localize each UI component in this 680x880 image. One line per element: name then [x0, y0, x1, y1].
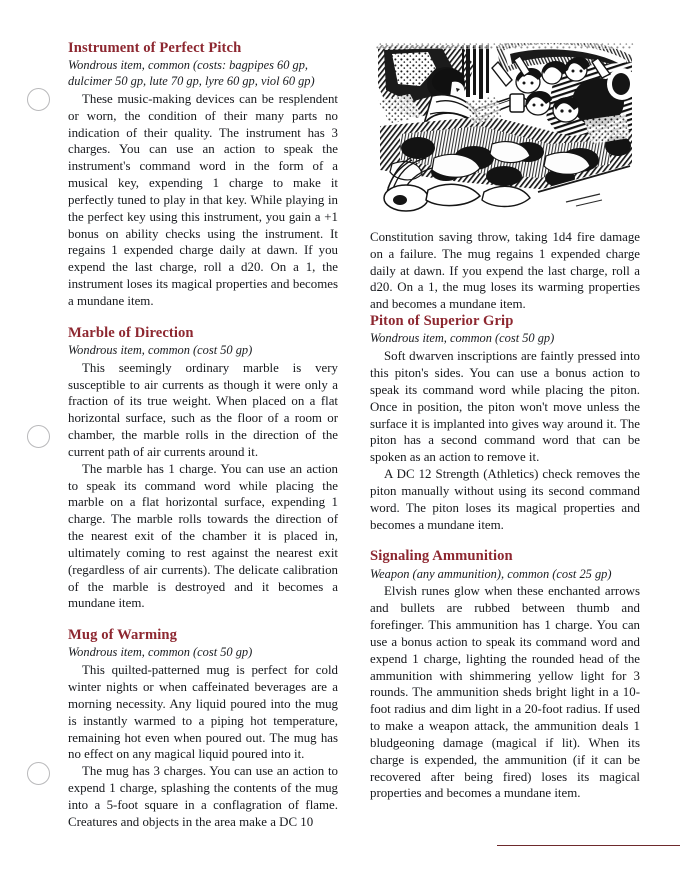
hole-punch-mark — [27, 88, 50, 111]
item-subtitle: Weapon (any ammunition), common (cost 25 gp) — [370, 566, 612, 581]
item-entry-mug-of-warming — [68, 627, 338, 830]
item-paragraph: A DC 12 Strength (Athletics) check removes the piton manually without using its second command word. The piton loses its magical properties and becomes a mundane item. — [370, 467, 640, 532]
item-paragraph: This quilted-patterned mug is perfect for cold winter nights or when caffeinated beverages are a morning necessity. Any liquid poured into the mug is instantly warmed to a piping hot temperature, remaining hot even when poured out. The mug has no effect on any magical liquid poured into it. — [68, 663, 338, 762]
item-title: Marble of Direction — [68, 324, 194, 341]
item-entry-piton-of-superior-grip — [370, 313, 640, 533]
item-subtitle: Wondrous item, common (cost 50 gp) — [68, 342, 253, 357]
hole-punch-mark — [27, 425, 50, 448]
item-paragraph: Soft dwarven inscriptions are faintly pressed into this piton's sides. You can use a bonus action to speak its command word while placing the piton. Once in position, the piton won't move unless the surface it is implanted into gives way around it. The piton has a second command word that can be spoken as an action to remove it. — [370, 349, 640, 465]
item-subtitle: Wondrous item, common (costs: bagpipes 60 gp, dulcimer 50 gp, lute 70 gp, lyre 60 gp, viol 60 gp) — [68, 58, 315, 89]
item-title: Mug of Warming — [68, 627, 177, 644]
item-title: Piton of Superior Grip — [370, 313, 514, 330]
item-title: Instrument of Perfect Pitch — [68, 40, 242, 56]
item-subtitle: Wondrous item, common (cost 50 gp) — [68, 645, 253, 660]
item-paragraph: The marble has 1 charge. You can use an action to speak its command word while placing the marble on a flat horizontal surface, expending 1 charge. The marble rolls towards the direction of the nearest exit of the chamber it is placed in, ultimately coming to rest against the nearest exit (regardless of air currents). The delicate calibration of the marble is destroyed and it becomes a mundane item. — [68, 461, 338, 611]
right-column — [370, 40, 640, 802]
item-paragraph: The mug has 3 charges. You can use an action to expend 1 charge, splashing the contents of the mug into a 5-foot square in a conflagration of flame. Creatures and objects in the area make a DC 10 — [68, 764, 338, 829]
tavern-brawl-woodcut-illustration — [370, 40, 640, 216]
continued-paragraph: Constitution saving throw, taking 1d4 fire damage on a failure. The mug regains 1 expended charge daily at dawn. If you expend the last charge, roll a d20. On a 1, the mug loses its warming properties and becomes a mundane item. — [370, 230, 640, 312]
item-paragraph: These music-making devices can be resplendent or worn, the condition of their many parts no indication of their quality. The instrument has 3 charges. You can use an action to speak the instrument's command word in the form of a musical key, expending 1 charge to make it perfectly tuned to play in that key. While playing in the perfect key using this instrument, you gain a +1 bonus on ability checks using the instrument. It regains 1 expended charge daily at dawn. If you expend the last charge, roll a d20. On a 1, the instrument loses its magical properties and becomes a mundane item. — [68, 91, 338, 308]
item-paragraph: This seemingly ordinary marble is very susceptible to air currents as though it were only a fraction of its true weight. When placed on a flat horizontal surface, such as the floor of a room or chamber, the marble rolls in the direction of the current path of air currents around it. — [68, 360, 338, 459]
item-entry-marble-of-direction — [68, 325, 338, 613]
item-entry-instrument-of-perfect-pitch — [68, 40, 338, 310]
item-paragraph: Elvish runes glow when these enchanted arrows and bullets are rubbed between thumb and forefinger. This ammunition has 1 charge. You can use a bonus action to speak its command word and expend 1 charge, lighting the rounded head of the ammunition with shimmering yellow light for 3 rounds. The ammunition sheds bright light in a 10-foot radius and dim light in a 20-foot radius. If used to make a weapon attack, the ammunition deals 1 bludgeoning damage (magical if lit). When its charge is expended, the ammunition (if it can be recovered after being fired) loses its magical properties and becomes a mundane item. — [370, 584, 640, 801]
item-title: Signaling Ammunition — [370, 548, 513, 565]
left-column — [68, 40, 338, 831]
hole-punch-mark — [27, 762, 50, 785]
item-subtitle: Wondrous item, common (cost 50 gp) — [370, 331, 555, 346]
item-entry-signaling-ammunition — [370, 548, 640, 802]
footer-rule — [497, 845, 680, 846]
